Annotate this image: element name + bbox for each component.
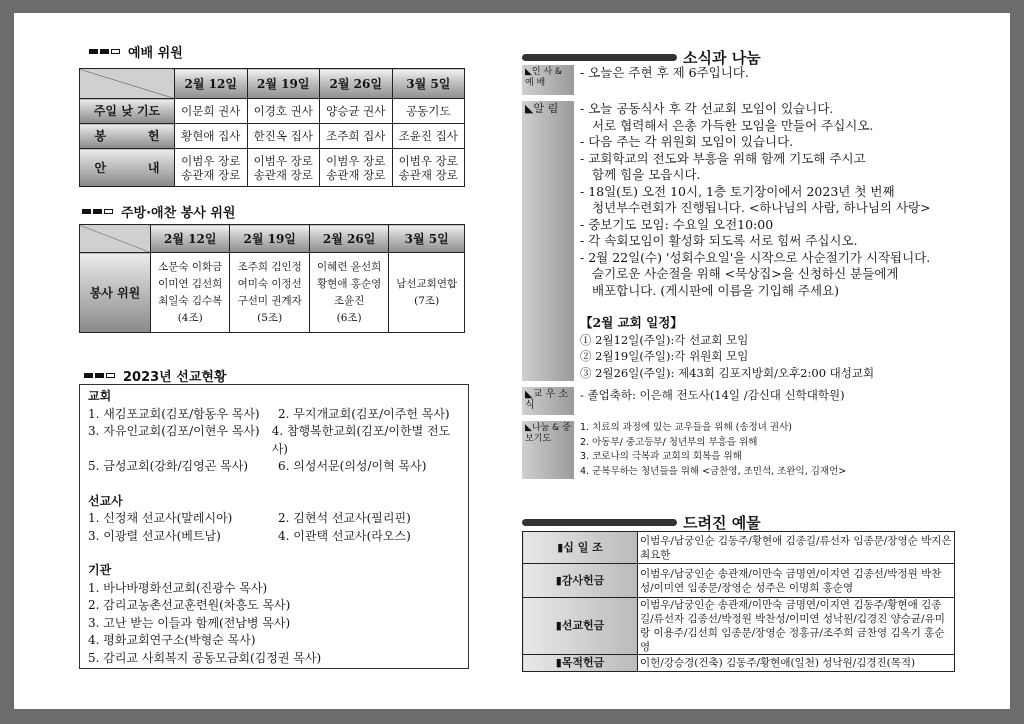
table-cell: 공동기도	[392, 99, 465, 124]
worship-heading	[89, 42, 183, 61]
kitchen-table	[79, 224, 465, 333]
offering-label-tithe: ▮십 일 조	[523, 532, 638, 564]
kitchen-title: 주방·애찬 봉사 위원	[121, 206, 236, 221]
row-label-prayer: 주일 낮 기도	[80, 99, 175, 124]
date-header: 2월 26일	[320, 69, 393, 99]
date-header: 2월 26일	[309, 225, 388, 253]
table-cell: 소문숙 이화금 이미연 김선희 최일숙 김수복 (4조)	[151, 253, 230, 333]
table-corner	[80, 69, 175, 99]
list-item: 1. 바나바평화선교회(진광수 목사)	[88, 580, 268, 595]
missionary-group-title: 선교사	[88, 493, 123, 508]
list-item: 1. 새김포교회(김포/함동우 목사) 2. 무지개교회(김포/이주헌 목사)	[88, 406, 450, 421]
table-cell: 양승균 권사	[320, 99, 393, 124]
greeting-text: - 오늘은 주현 후 제 6주입니다.	[580, 65, 749, 80]
offerings-heading	[522, 512, 761, 533]
prayer-label: ◣나눔 & 중보기도	[522, 421, 574, 479]
member-news-text: - 졸업축하: 이은해 전도사(14일 /감신대 신학대학원)	[580, 388, 845, 402]
schedule-list: 【2월 교회 일정】 ① 2월12일(주일):각 선교회 모임 ② 2월19일(주일):각 위원회 모임 ③ 2월26일(주일): 제43회 김포지방회/오후2:00 대성교회	[580, 315, 875, 380]
date-header: 2월 19일	[230, 225, 309, 253]
notice-row	[522, 101, 962, 299]
schedule-title: 【2월 교회 일정】	[580, 315, 683, 330]
date-header: 3월 5일	[389, 225, 465, 253]
worship-title: 예배 위원	[128, 46, 183, 61]
greeting-row	[522, 65, 962, 95]
section-marker-icon	[89, 49, 120, 54]
row-label-usher: 안 내	[80, 149, 175, 187]
list-item: 3. 자유인교회(김포/이현우 목사) 4. 참행복한교회(김포/이한별 전도사)	[88, 424, 451, 456]
heading-bar	[522, 519, 677, 526]
table-cell: 조윤진 집사	[392, 124, 465, 149]
table-cell: 이혜련 윤선희 황현애 홍순영 조윤진 (6조)	[309, 253, 388, 333]
list-item: 5. 감리교 사회복지 공동모금회(김정권 목사)	[88, 650, 322, 665]
news-title: 소식과 나눔	[683, 49, 761, 67]
table-cell: 이범우 장로 송관재 장로	[175, 149, 248, 187]
schedule-row	[522, 299, 962, 381]
list-item: 3. 고난 받는 이들과 함께(전남병 목사)	[88, 615, 291, 630]
section-marker-icon	[82, 209, 113, 214]
kitchen-heading	[82, 202, 235, 221]
list-item: 1. 신정채 선교사(말레시아) 2. 김현석 선교사(필리핀)	[88, 511, 411, 525]
notice-list: - 오늘 공동식사 후 각 선교회 모임이 있습니다. 서로 협력해서 은총 가득한 모임을 만들어 주십시오. - 다음 주는 각 위원회 모임이 있습니다. - 교회학교의 전도와 부흥을 위해 함께 기도해 주시고 함께 힘을 모읍시다. - 18일(토) 오전 10시, 1층 토기장이에서 2023년 첫 번째 청년부수련회가 진행됩니다. <하나님의 사람, 하나님의 사랑> - 중보기도 모임: 수요일 오전10:00 - 각 속회모임이 활성화 되도록 서로 힘써 주십시오. - 2월 22일(수) '성회수요일'을 시작으로 사순절기가 시작됩니다. 슬기로운 사순절을 위해 <묵상집>을 신청하신 분들에게 배포합니다. (게시판에 이름을 기입해 주세요)	[580, 101, 931, 298]
date-header: 2월 12일	[175, 69, 248, 99]
table-cell: 이범우 장로 송관재 장로	[320, 149, 393, 187]
mission-title: 2023년 선교현황	[123, 370, 227, 385]
org-group-title: 기관	[88, 563, 112, 577]
news-section	[522, 65, 962, 479]
member-news-row	[522, 387, 962, 415]
table-cell: 이범우/남궁인순 김동주/황현애 김종길/류선자 임종문/장영순 박지은 최요한	[638, 532, 955, 564]
table-cell: 이문희 권사	[175, 99, 248, 124]
list-item: 4. 평화교회연구소(박형순 목사)	[88, 633, 256, 647]
table-cell: 이범우/남궁인순 송관재/이만숙 금명연/이지연 김동주/황현애 김종길/류선자 김종선/박정원 박찬성/이미연 성낙원/김경진 양승균/유미랑 이용주/김선희 임종문/장영순 정홍규/조주희 금찬영 김옥기 홍순영	[638, 598, 955, 655]
section-marker-icon	[84, 373, 115, 378]
table-cell: 이범우 장로 송관재 장로	[247, 149, 320, 187]
table-corner	[80, 225, 151, 253]
table-cell: 조주희 집사	[320, 124, 393, 149]
offering-label-thanks: ▮감사헌금	[523, 564, 638, 598]
table-cell: 이헌/강승경(건축) 김동주/황현애(일천) 성낙원/김경진(목적)	[638, 655, 955, 672]
table-cell: 한진옥 집사	[247, 124, 320, 149]
row-label-offering: 봉 헌	[80, 124, 175, 149]
bulletin-page	[14, 13, 1010, 709]
table-cell: 남선교회연합 (7조)	[389, 253, 465, 333]
table-cell: 조주희 김인정 여미숙 이정선 구선미 권계자 (5조)	[230, 253, 309, 333]
list-item: 3. 이광렬 선교사(베트남) 4. 이관택 선교사(라오스)	[88, 528, 411, 543]
mission-box	[79, 384, 469, 669]
offerings-table	[522, 531, 955, 672]
prayer-list: 1. 치료의 과정에 있는 교우들을 위해 (송정녀 권사) 2. 아동부/ 중고등부/ 청년부의 부흥을 위해 3. 코로나의 극복과 교회의 회복을 위해 4. 군복무하는 청년들을 위해 <금찬영, 조민석, 조완익, 김재언>	[580, 422, 847, 477]
offerings-title: 드려진 예물	[683, 514, 761, 532]
offering-label-purpose: ▮목적헌금	[523, 655, 638, 672]
offering-label-mission: ▮선교헌금	[523, 598, 638, 655]
date-header: 2월 19일	[247, 69, 320, 99]
table-cell: 이범우 장로 송관재 장로	[392, 149, 465, 187]
member-news-label: ◣교 우 소 식	[522, 387, 574, 415]
list-item: 2. 감리교농촌선교훈련원(차흥도 목사)	[88, 598, 291, 612]
row-label-service: 봉사 위원	[80, 253, 151, 333]
table-cell: 이경호 권사	[247, 99, 320, 124]
table-cell: 이범우/남궁인순 송관재/이만숙 금명연/이지연 김종선/박정원 박찬성/이미연 임종문/장영순 성주은 이명희 홍순영	[638, 564, 955, 598]
date-header: 3월 5일	[392, 69, 465, 99]
mission-heading	[84, 366, 227, 385]
notice-label: ◣알 림	[522, 101, 574, 299]
list-item: 5. 금성교회(강화/김영곤 목사) 6. 의성서문(의성/이혁 목사)	[88, 459, 427, 473]
date-header: 2월 12일	[151, 225, 230, 253]
worship-table	[79, 68, 465, 187]
heading-bar	[522, 54, 677, 61]
prayer-row	[522, 421, 962, 479]
church-group-title: 교회	[88, 389, 112, 403]
greeting-label: ◣인 사 & 예 배	[522, 65, 574, 95]
table-cell: 황현애 집사	[175, 124, 248, 149]
